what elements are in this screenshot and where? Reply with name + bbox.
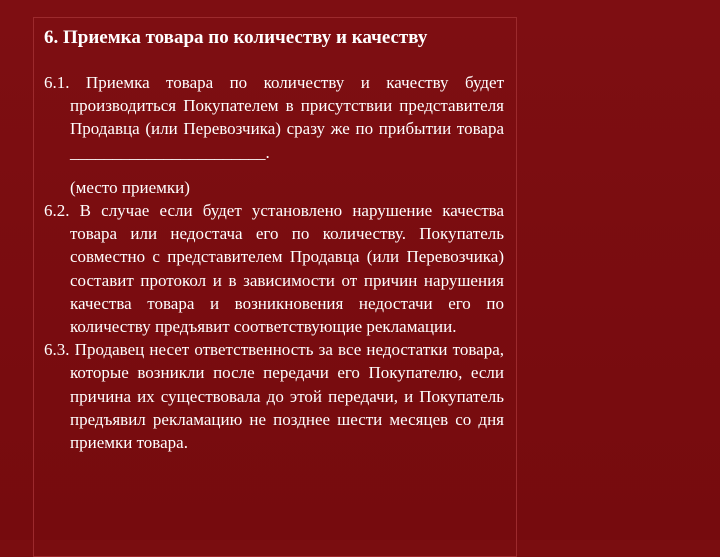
clause-6-3: 6.3. Продавец несет ответственность за все недостатки товара, которые возникли после передачи его Покупателю, если причина их существовала до этой передачи, и Покупатель предъявил рекламацию не позднее шести месяцев со дня приемки товара.: [44, 340, 504, 453]
place-of-acceptance-note: (место приемки): [70, 177, 190, 197]
document-body: [44, 26, 504, 454]
clause-6-2: 6.2. В случае если будет установлено нарушение качества товара или недостача его по количеству. Покупатель совместно с представителем Продавца (или Перевозчика) составит протокол и в зависимости от причин нарушения качества товара и возникновения недостачи его по количеству предъявит соответствующие рекламации.: [44, 201, 504, 337]
section-title: 6. Приемка товара по количеству и качеству: [44, 27, 428, 48]
clause-6-1: 6.1. Приемка товара по количеству и качеству будет производиться Покупателем в присутствии представителя Продавца (или Перевозчика) сразу же по прибытии товара _______________________.: [44, 73, 504, 162]
